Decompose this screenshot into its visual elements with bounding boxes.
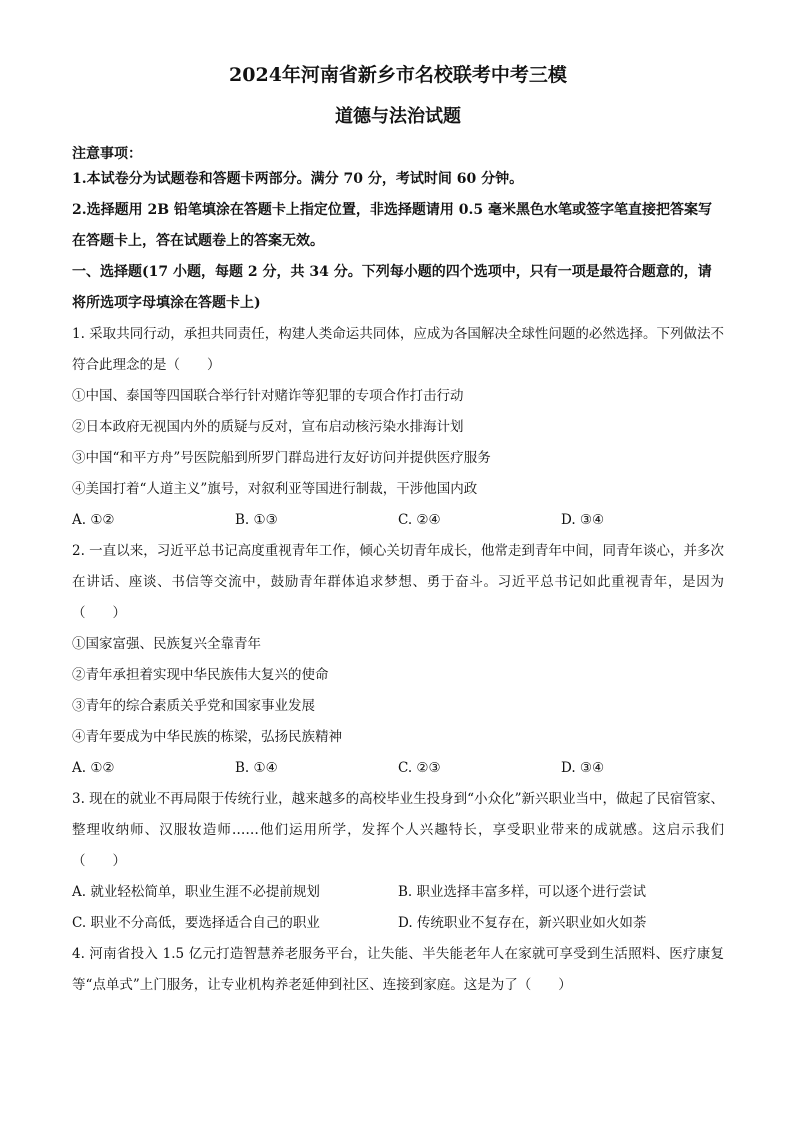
option-d: D. ③④ (561, 760, 605, 776)
page-subtitle: 道德与法治试题 (335, 106, 461, 127)
option-d: D. 传统职业不复存在，新兴职业如火如荼 (398, 915, 647, 931)
notice-item-1: 1.本试卷分为试题卷和答题卡两部分。满分 70 分，考试时间 60 分钟。 (72, 171, 524, 187)
statement: ④青年要成为中华民族的栋梁，弘扬民族精神 (72, 729, 342, 745)
question-stem: 2. 一直以来，习近平总书记高度重视青年工作，倾心关切青年成长，他常走到青年中间，同青年谈心，并多次在讲话、座谈、书信等交流中，鼓励青年群体追求梦想、勇于奋斗。习近平总书记如此重视青年，是因为（ ） (72, 543, 724, 621)
option-c: C. ②③ (398, 760, 441, 776)
question-stem: 4. 河南省投入 1.5 亿元打造智慧养老服务平台，让失能、半失能老年人在家就可享受到生活照料、医疗康复等“点单式”上门服务，让专业机构养老延伸到社区、连接到家庭。这是为了（ ） (72, 946, 724, 993)
option-c: C. 职业不分高低，要选择适合自己的职业 (72, 915, 320, 931)
statement: ②青年承担着实现中华民族伟大复兴的使命 (72, 667, 329, 683)
question-2 (72, 536, 724, 784)
option-b: B. ①④ (235, 760, 278, 776)
option-a: A. ①② (72, 760, 115, 776)
option-a: A. ①② (72, 512, 115, 528)
section-heading: 一、选择题(17 小题，每题 2 分，共 34 分。下列每小题的四个选项中，只有一项是最符合题意的，请将所选项字母填涂在答题卡上) (72, 264, 712, 311)
statement: ①中国、泰国等四国联合举行针对赌诈等犯罪的专项合作打击行动 (72, 388, 464, 404)
notice-item-2: 2.选择题用 2B 铅笔填涂在答题卡上指定位置，非选择题请用 0.5 毫米黑色水笔或签字笔直接把答案写在答题卡上，答在试题卷上的答案无效。 (72, 202, 713, 249)
option-a: A. 就业轻松简单，职业生涯不必提前规划 (72, 884, 320, 900)
notice-heading: 注意事项： (72, 146, 142, 162)
exam-page (72, 62, 724, 1001)
option-b: B. 职业选择丰富多样，可以逐个进行尝试 (398, 884, 647, 900)
options-row (72, 877, 724, 908)
options-row (72, 753, 724, 784)
question-stem: 1. 采取共同行动，承担共同责任，构建人类命运共同体，应成为各国解决全球性问题的必然选择。下列做法不符合此理念的是（ ） (72, 326, 724, 373)
option-c: C. ②④ (398, 512, 441, 528)
options-row (72, 505, 724, 536)
statement: ③青年的综合素质关乎党和国家事业发展 (72, 698, 315, 714)
statement: ①国家富强、民族复兴全靠青年 (72, 636, 261, 652)
options-row (72, 908, 724, 939)
statement: ②日本政府无视国内外的质疑与反对，宣布启动核污染水排海计划 (72, 419, 464, 435)
option-b: B. ①③ (235, 512, 278, 528)
question-3 (72, 784, 724, 939)
option-d: D. ③④ (561, 512, 605, 528)
statement: ④美国打着“人道主义”旗号，对叙利亚等国进行制裁，干涉他国内政 (72, 481, 478, 497)
question-4 (72, 939, 724, 1001)
statement: ③中国“和平方舟”号医院船到所罗门群岛进行友好访问并提供医疗服务 (72, 450, 491, 466)
question-1 (72, 319, 724, 536)
question-stem: 3. 现在的就业不再局限于传统行业，越来越多的高校毕业生投身到“小众化”新兴职业当中，做起了民宿管家、整理收纳师、汉服妆造师……他们运用所学，发挥个人兴趣特长，享受职业带来的成就感。这启示我们（ ） (72, 791, 724, 869)
page-title: 2024年河南省新乡市名校联考中考三模 (229, 64, 567, 86)
